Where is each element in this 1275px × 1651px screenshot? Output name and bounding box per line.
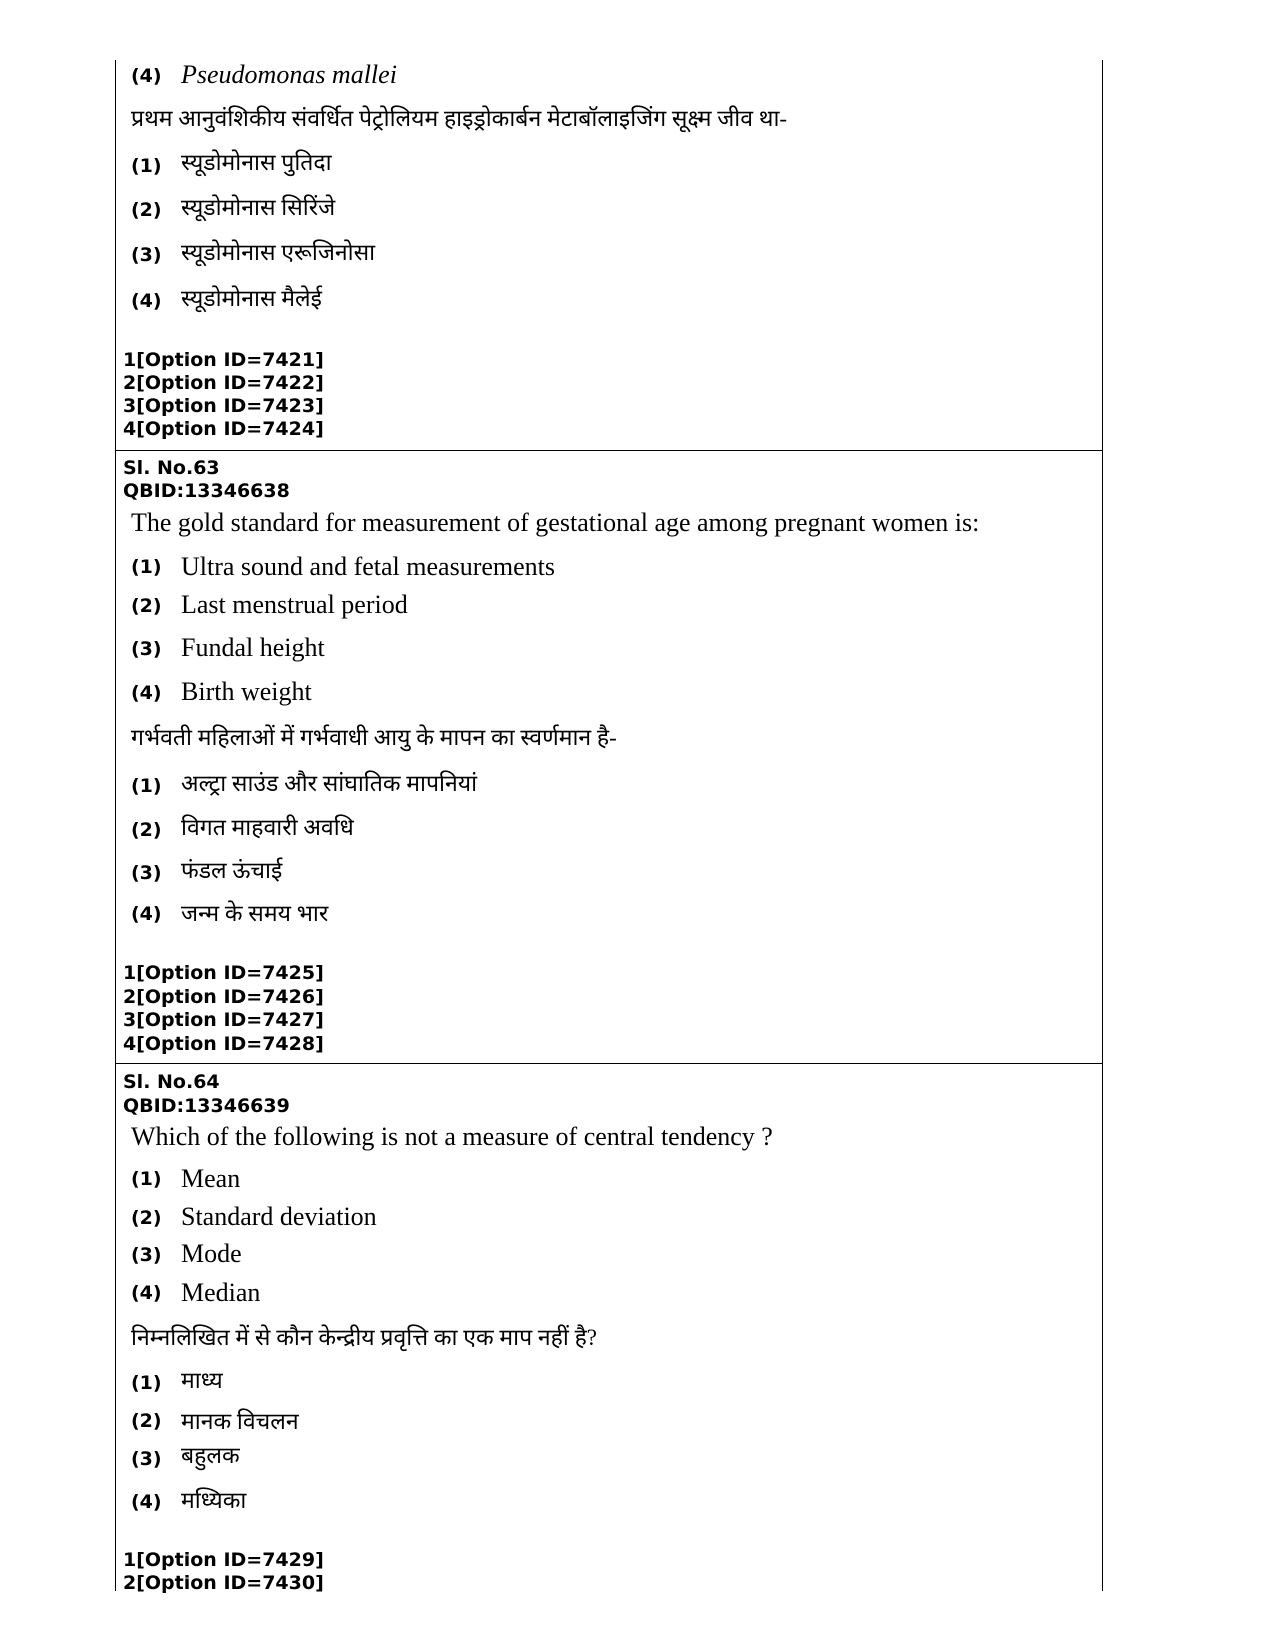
option-id: 3[Option ID=7427] (123, 1009, 324, 1031)
option-text: स्यूडोमोनास मैलेई (181, 286, 322, 311)
option-text: फंडल ऊंचाई (181, 858, 283, 883)
question-stem-hindi: निम्नलिखित में से कौन केन्द्रीय प्रवृत्ति का एक माप नहीं है? (131, 1325, 597, 1350)
option-text: Last menstrual period (181, 590, 408, 619)
option-number: (4) (131, 65, 162, 87)
option-text: Standard deviation (181, 1202, 377, 1231)
option-id: 1[Option ID=7425] (123, 962, 324, 984)
question-stem-english: Which of the following is not a measure of central tendency ? (131, 1122, 773, 1151)
option-id: 2[Option ID=7426] (123, 986, 324, 1008)
option-text: मानक विचलन (181, 1409, 299, 1434)
row-divider (115, 1063, 1103, 1064)
option-id: 1[Option ID=7429] (123, 1549, 324, 1571)
option-text: बहुलक (181, 1443, 240, 1468)
option-text: Fundal height (181, 633, 325, 662)
option-id: 1[Option ID=7421] (123, 349, 324, 371)
option-text: स्यूडोमोनास सिरिंजे (181, 195, 336, 220)
option-number: (2) (131, 819, 162, 841)
option-number: (3) (131, 1448, 162, 1470)
option-id: 2[Option ID=7422] (123, 372, 324, 394)
option-number: (4) (131, 290, 162, 312)
option-number: (1) (131, 775, 162, 797)
option-text: Ultra sound and fetal measurements (181, 552, 555, 581)
question-stem-english: The gold standard for measurement of gestational age among pregnant women is: (131, 508, 980, 537)
option-number: (3) (131, 638, 162, 660)
option-number: (4) (131, 903, 162, 925)
option-number: (2) (131, 1207, 162, 1229)
option-text: Mean (181, 1164, 241, 1193)
option-number: (4) (131, 1491, 162, 1513)
question-stem-hindi: गर्भवती महिलाओं में गर्भवाधी आयु के मापन का स्वर्णमान है- (131, 725, 617, 750)
option-text: स्यूडोमोनास पुतिदा (181, 150, 332, 175)
option-number: (4) (131, 682, 162, 704)
option-number: (1) (131, 556, 162, 578)
option-number: (1) (131, 1168, 162, 1190)
option-number: (3) (131, 862, 162, 884)
option-id: 2[Option ID=7430] (123, 1572, 324, 1594)
option-text: Mode (181, 1239, 242, 1268)
option-text: विगत माहवारी अवधि (181, 815, 354, 840)
option-text: माध्य (181, 1368, 223, 1393)
option-number: (1) (131, 155, 162, 177)
question-stem-hindi: प्रथम आनुवंशिकीय संवर्धित पेट्रोलियम हाइड्रोकार्बन मेटाबॉलाइजिंग सूक्ष्म जीव था- (131, 106, 788, 131)
option-number: (2) (131, 199, 162, 221)
option-text: Median (181, 1278, 261, 1307)
option-id: 4[Option ID=7428] (123, 1033, 324, 1055)
option-number: (4) (131, 1282, 162, 1304)
option-text: मध्यिका (181, 1488, 247, 1513)
option-number: (2) (131, 1410, 162, 1432)
question-bank-id: QBID:13346639 (123, 1095, 290, 1117)
option-id: 4[Option ID=7424] (123, 418, 324, 440)
row-divider (115, 450, 1103, 451)
option-text: अल्ट्रा साउंड और सांघातिक मापनियां (181, 771, 478, 796)
option-number: (2) (131, 595, 162, 617)
option-text: जन्म के समय भार (181, 901, 329, 926)
option-number: (3) (131, 1244, 162, 1266)
option-text: स्यूडोमोनास एरूजिनोसा (181, 240, 376, 265)
option-text: Pseudomonas mallei (181, 60, 397, 89)
option-text: Birth weight (181, 677, 312, 706)
option-id: 3[Option ID=7423] (123, 395, 324, 417)
option-number: (3) (131, 244, 162, 266)
serial-number: Sl. No.64 (123, 1071, 220, 1093)
option-number: (1) (131, 1372, 162, 1394)
serial-number: Sl. No.63 (123, 457, 220, 479)
question-bank-id: QBID:13346638 (123, 480, 290, 502)
